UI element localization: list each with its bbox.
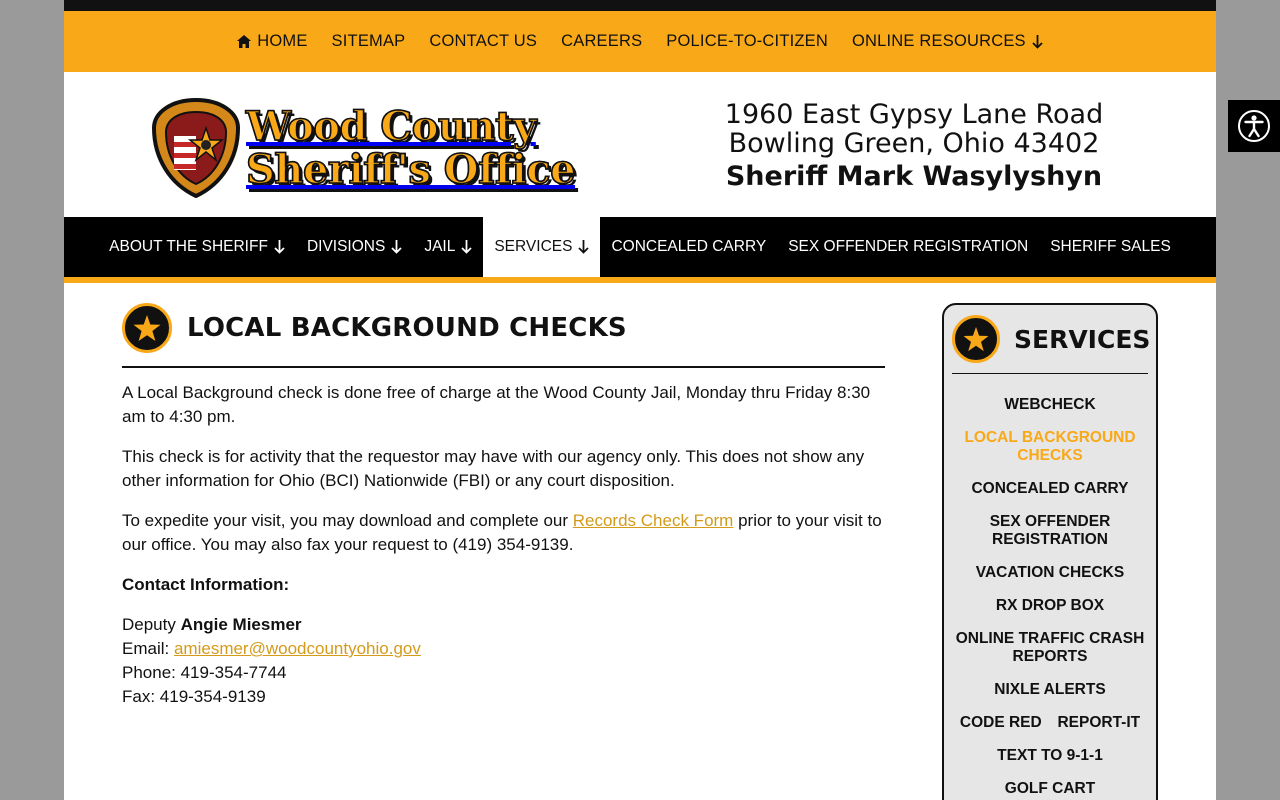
arrow-down-icon <box>274 240 285 254</box>
paragraph-hours: A Local Background check is done free of charge at the Wood County Jail, Monday thru Friday 8:30 am to 4:30 pm. <box>122 383 871 426</box>
page-title: LOCAL BACKGROUND CHECKS <box>187 313 627 343</box>
utility-nav-contact-label: CONTACT US <box>429 32 538 50</box>
sidebar-item-online-traffic-crash-reports[interactable]: ONLINE TRAFFIC CRASH REPORTS <box>955 630 1145 665</box>
main-nav-jail[interactable] <box>413 217 483 277</box>
logo-wordmark <box>246 105 575 191</box>
sidebar-item-sex-offender-registration[interactable]: SEX OFFENDER REGISTRATION <box>989 513 1111 548</box>
utility-nav <box>64 11 1216 72</box>
sidebar-item-pair <box>952 714 1148 732</box>
utility-nav-careers-label: CAREERS <box>561 32 643 50</box>
utility-nav-careers[interactable] <box>561 32 642 51</box>
main-nav-sex-offender-label: SEX OFFENDER REGISTRATION <box>788 238 1029 255</box>
phone-text: Phone: 419-354-7744 <box>122 663 287 682</box>
utility-nav-home-label: HOME <box>257 32 308 50</box>
main-nav-services[interactable] <box>483 217 600 277</box>
contact-heading: Contact Information: <box>122 575 290 594</box>
sidebar-menu <box>952 374 1148 798</box>
main-nav-sheriff-sales[interactable] <box>1039 217 1182 277</box>
accessibility-button[interactable] <box>1228 100 1280 152</box>
utility-nav-sitemap-label: SITEMAP <box>331 32 406 50</box>
sidebar-header <box>952 315 1151 374</box>
fax-text: Fax: 419-354-9139 <box>122 687 266 706</box>
accessibility-icon <box>1237 109 1271 143</box>
sheriff-name: Sheriff Mark Wasylyshyn <box>725 161 1103 192</box>
services-sidebar <box>942 303 1158 800</box>
paragraph-expedite <box>122 509 885 557</box>
sidebar-title: SERVICES <box>1014 324 1151 354</box>
star-icon <box>122 303 172 353</box>
sidebar-item-code-red[interactable]: CODE RED <box>959 714 1042 731</box>
main-nav-sheriff-sales-label: SHERIFF SALES <box>1050 238 1171 255</box>
sidebar-item-golf-cart[interactable]: GOLF CART <box>1004 780 1096 797</box>
sidebar-item-concealed-carry[interactable]: CONCEALED CARRY <box>971 480 1129 497</box>
records-check-form-link[interactable]: Records Check Form <box>572 511 734 530</box>
deputy-name: Angie Miesmer <box>180 615 302 634</box>
logo-line-2: Sheriff's Office <box>246 146 576 193</box>
arrow-down-icon <box>461 240 472 254</box>
utility-nav-online-resources-label: ONLINE RESOURCES <box>852 32 1026 50</box>
utility-nav-online-resources[interactable] <box>852 32 1043 51</box>
utility-nav-home[interactable] <box>237 32 307 51</box>
main-nav-services-label: SERVICES <box>494 238 573 255</box>
page-title-row <box>122 303 885 368</box>
sidebar-item-nixle-alerts[interactable]: NIXLE ALERTS <box>994 681 1106 698</box>
sidebar-item-webcheck[interactable]: WEBCHECK <box>1004 396 1096 413</box>
utility-nav-police-to-citizen[interactable] <box>666 32 828 51</box>
header-address <box>704 100 1124 193</box>
main-content <box>122 303 885 709</box>
main-nav-jail-label: JAIL <box>424 238 456 255</box>
utility-nav-sitemap[interactable] <box>332 32 406 51</box>
arrow-down-icon <box>1032 35 1043 49</box>
sidebar-item-text-to-911[interactable]: TEXT TO 9-1-1 <box>997 747 1103 764</box>
sidebar-item-vacation-checks[interactable]: VACATION CHECKS <box>975 564 1125 581</box>
site-header <box>64 72 1216 217</box>
page <box>64 0 1216 800</box>
main-nav-divisions[interactable] <box>296 217 413 277</box>
main-nav-sex-offender-registration[interactable] <box>777 217 1039 277</box>
expedite-text-before: To expedite your visit, you may download and complete our <box>122 511 573 530</box>
main-nav <box>64 217 1216 283</box>
home-icon <box>237 35 251 48</box>
sidebar-item-report-it[interactable]: REPORT-IT <box>1057 714 1141 731</box>
address-line-2: Bowling Green, Ohio 43402 <box>728 128 1100 159</box>
main-nav-concealed-carry-label: CONCEALED CARRY <box>611 238 767 255</box>
sidebar-item-rx-drop-box[interactable]: RX DROP BOX <box>995 597 1105 614</box>
sidebar-item-local-background-checks[interactable]: LOCAL BACKGROUND CHECKS <box>964 429 1136 464</box>
expedite-text-after: prior to your visit to our office. You may also fax your request to (419) 354-9139. <box>122 511 882 554</box>
utility-nav-contact-us[interactable] <box>429 32 537 51</box>
deputy-prefix: Deputy <box>122 615 181 634</box>
main-nav-divisions-label: DIVISIONS <box>306 238 386 255</box>
utility-nav-p2c-label: POLICE-TO-CITIZEN <box>666 32 828 50</box>
main-nav-about-label: ABOUT THE SHERIFF <box>109 238 268 255</box>
email-label: Email: <box>122 639 174 658</box>
contact-details <box>122 613 885 709</box>
sheriff-badge-icon <box>150 98 242 198</box>
email-link[interactable]: amiesmer@woodcountyohio.gov <box>173 639 421 658</box>
site-logo[interactable] <box>150 98 575 198</box>
arrow-down-icon <box>578 240 589 254</box>
arrow-down-icon <box>391 240 402 254</box>
main-nav-about[interactable] <box>98 217 296 277</box>
main-nav-concealed-carry[interactable] <box>600 217 777 277</box>
address-line-1: 1960 East Gypsy Lane Road <box>724 99 1104 130</box>
logo-line-1: Wood County <box>246 103 536 150</box>
top-strip <box>64 0 1216 11</box>
paragraph-scope: This check is for activity that the requestor may have with our agency only. This does not show any other information for Ohio (BCI) Nationwide (FBI) or any court disposition. <box>122 447 865 490</box>
star-icon <box>952 315 1000 363</box>
